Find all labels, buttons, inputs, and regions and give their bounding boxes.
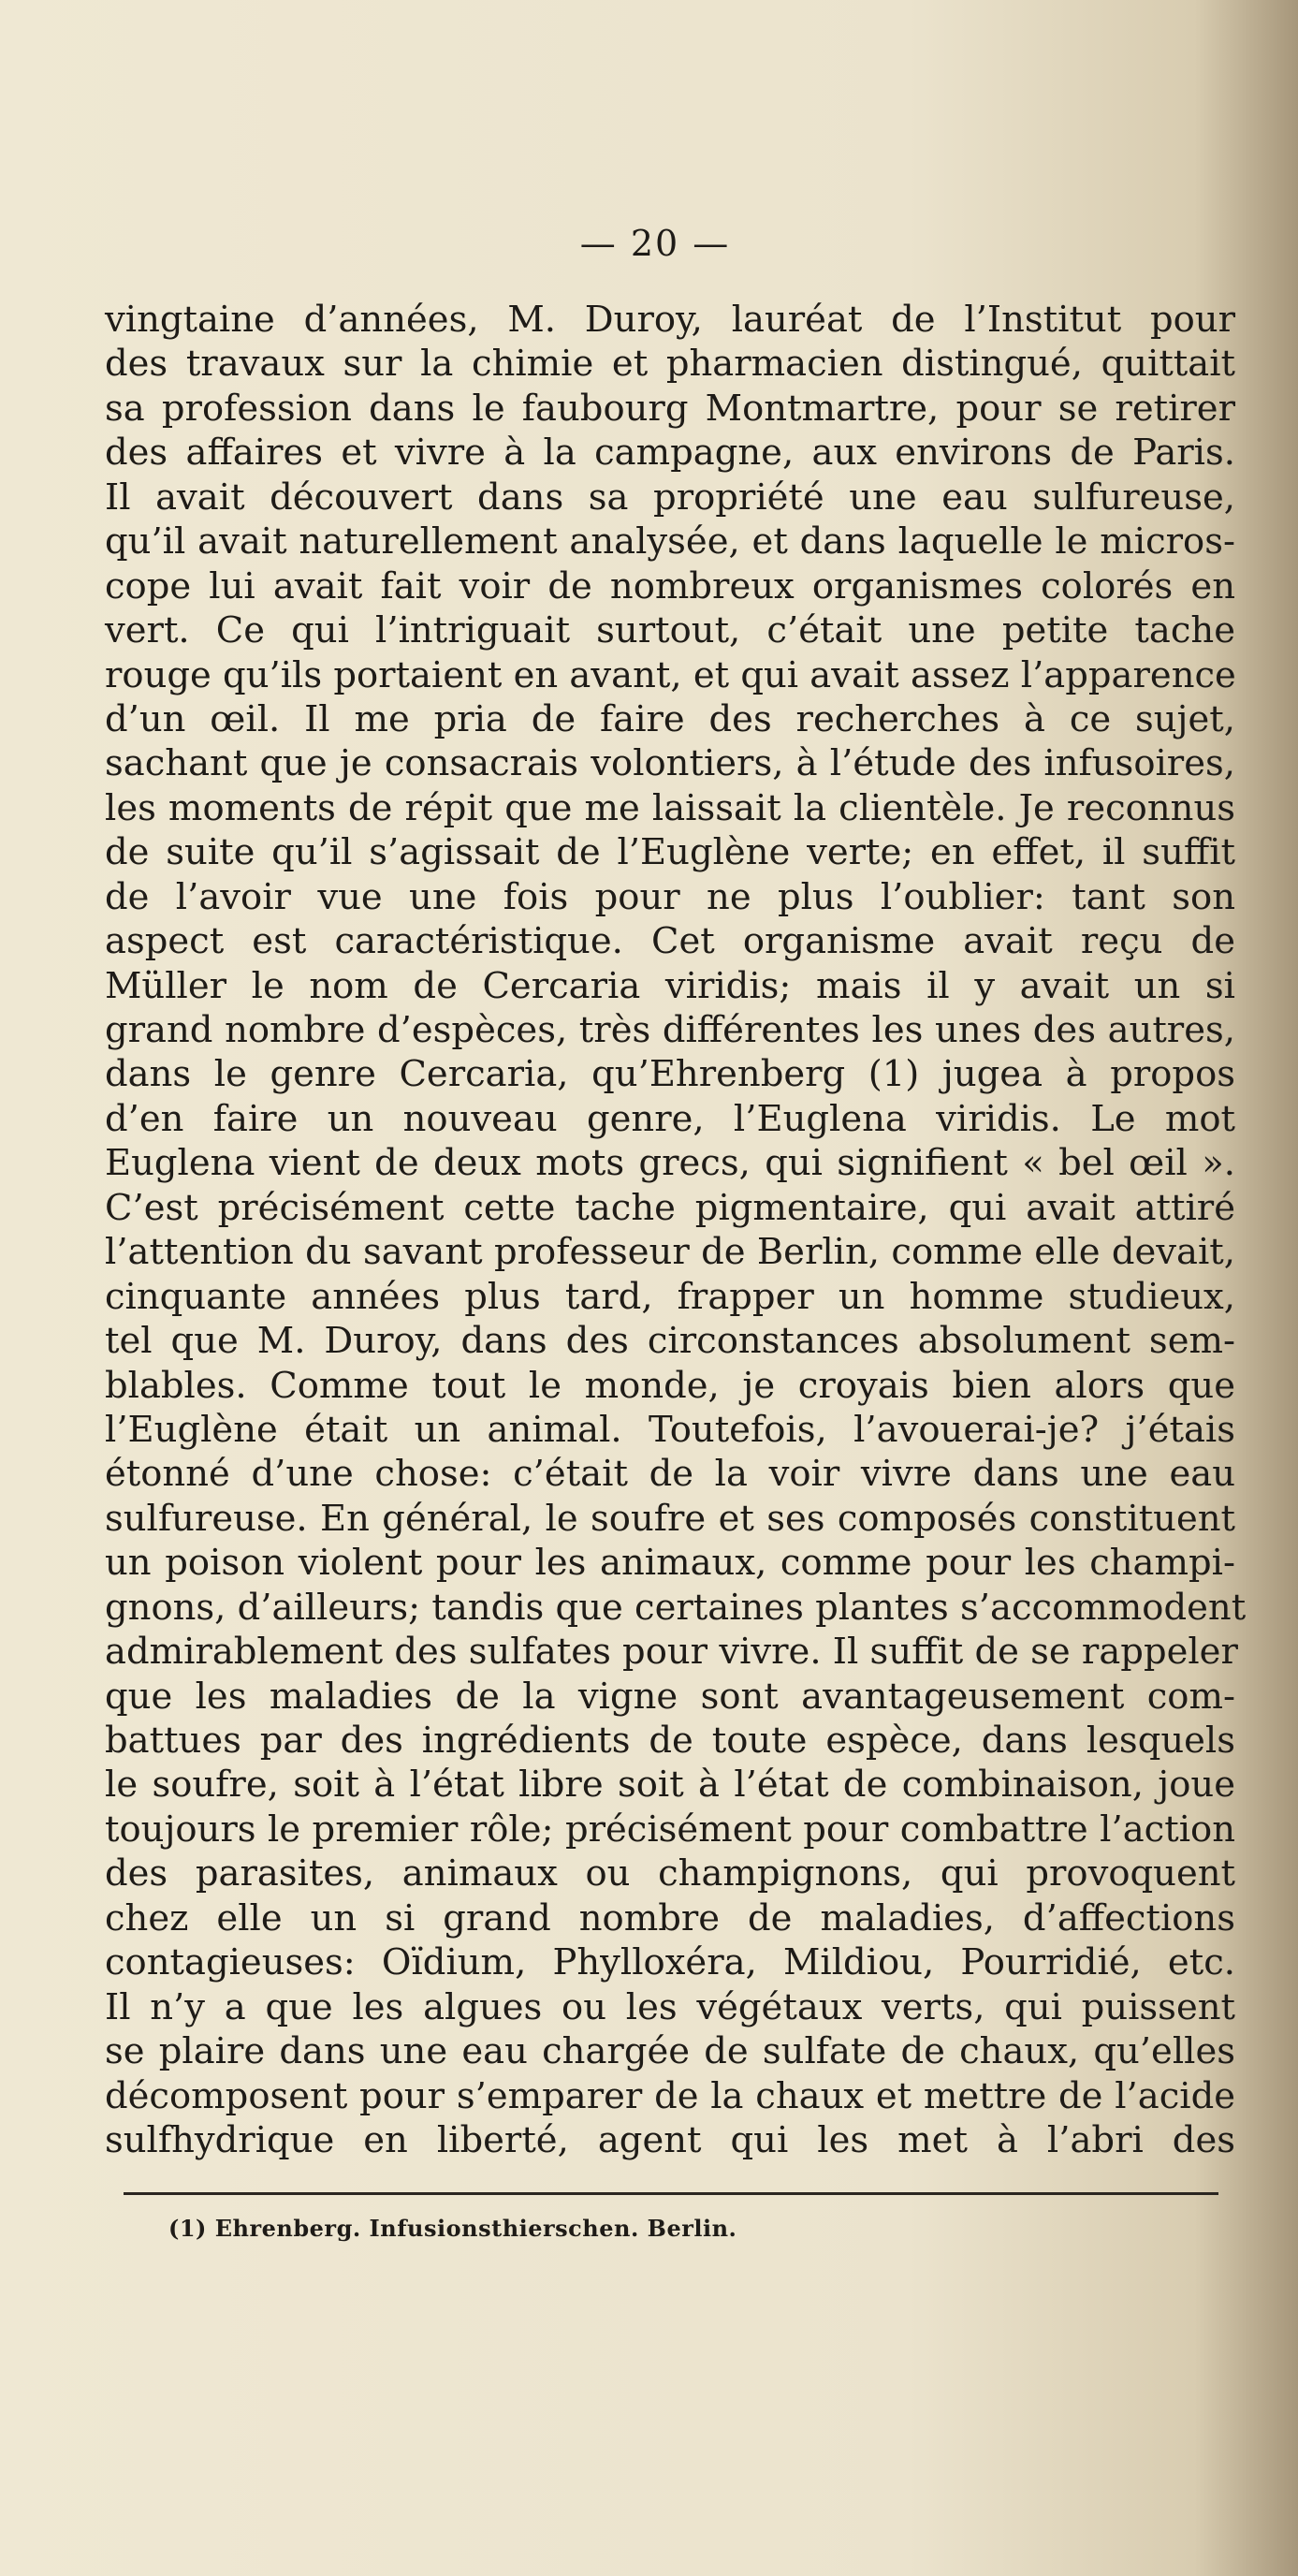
body-text — [105, 298, 1247, 2162]
text-line: Euglena vient de deux mots grecs, qui signifient « bel œil ». — [105, 1142, 1235, 1185]
text-line: de l’avoir vue une fois pour ne plus l’oublier: tant son — [105, 875, 1235, 918]
text-line: Il n’y a que les algues ou les végétaux verts, qui puissent — [105, 1985, 1235, 2028]
text-line: aspect est caractéristique. Cet organisme avait reçu de — [105, 920, 1235, 963]
text-line: Il avait découvert dans sa propriété une eau sulfureuse, — [105, 476, 1235, 519]
text-line: cinquante années plus tard, frapper un homme studieux, — [105, 1275, 1235, 1318]
text-line: le soufre, soit à l’état libre soit à l’état de combinaison, joue — [105, 1764, 1235, 1807]
text-line: les moments de répit que me laissait la clientèle. Je reconnus — [105, 786, 1235, 829]
text-line: qu’il avait naturellement analysée, et dans laquelle le micros- — [105, 520, 1235, 564]
text-line: vert. Ce qui l’intriguait surtout, c’était une petite tache — [105, 609, 1235, 652]
text-line: cope lui avait fait voir de nombreux organismes colorés en — [105, 564, 1235, 607]
text-line: vingtaine d’années, M. Duroy, lauréat de l’Institut pour — [105, 299, 1235, 341]
text-line: l’Euglène était un animal. Toutefois, l’avouerai-je? j’étais — [105, 1408, 1235, 1451]
text-line: sulfureuse. En général, le soufre et ses composés constituent — [105, 1497, 1235, 1540]
text-line: Müller le nom de Cercaria viridis; mais il y avait un si — [105, 964, 1235, 1007]
text-line: contagieuses: Oïdium, Phylloxéra, Mildiou, Pourridié, etc. — [105, 1941, 1235, 1984]
footnote-divider — [124, 2192, 1218, 2195]
text-line: C’est précisément cette tache pigmentaire, qui avait attiré — [105, 1186, 1235, 1229]
text-line: se plaire dans une eau chargée de sulfate de chaux, qu’elles — [105, 2030, 1235, 2073]
text-line: des affaires et vivre à la campagne, aux environs de Paris. — [105, 432, 1235, 475]
text-line: des parasites, animaux ou champignons, qui provoquent — [105, 1852, 1235, 1895]
text-line: dans le genre Cercaria, qu’Ehrenberg (1) jugea à propos — [105, 1053, 1235, 1096]
text-line: d’un œil. Il me pria de faire des recherches à ce sujet, — [105, 697, 1235, 740]
text-line: l’attention du savant professeur de Berlin, comme elle devait, — [105, 1231, 1235, 1274]
text-line: sa profession dans le faubourg Montmartre, pour se retirer — [105, 387, 1235, 430]
text-line: des travaux sur la chimie et pharmacien distingué, quittait — [105, 343, 1235, 386]
text-line: blables. Comme tout le monde, je croyais bien alors que — [105, 1364, 1235, 1407]
text-line: grand nombre d’espèces, très différentes les unes des autres, — [105, 1009, 1235, 1051]
text-line: d’en faire un nouveau genre, l’Euglena viridis. Le mot — [105, 1097, 1235, 1140]
footnote: (1) Ehrenberg. Infusionsthierschen. Berlin. — [168, 2215, 737, 2242]
text-line: battues par des ingrédients de toute espèce, dans lesquels — [105, 1720, 1235, 1762]
text-line: admirablement des sulfates pour vivre. Il suffit de se rappeler — [105, 1631, 1238, 1674]
text-line: sulfhydrique en liberté, agent qui les met à l’abri des — [105, 2118, 1235, 2161]
text-line: rouge qu’ils portaient en avant, et qui avait assez l’apparence — [105, 653, 1236, 696]
text-line: toujours le premier rôle; précisément pour combattre l’action — [105, 1808, 1235, 1851]
text-line: décomposent pour s’emparer de la chaux et mettre de l’acide — [105, 2074, 1235, 2117]
text-line: de suite qu’il s’agissait de l’Euglène verte; en effet, il suffit — [105, 831, 1235, 874]
text-line: chez elle un si grand nombre de maladies, d’affections — [105, 1896, 1235, 1939]
text-line: gnons, d’ailleurs; tandis que certaines plantes s’accommodent — [105, 1586, 1247, 1629]
text-line: tel que M. Duroy, dans des circonstances absolument sem- — [105, 1320, 1235, 1363]
text-line: sachant que je consacrais volontiers, à l’étude des infusoires, — [105, 742, 1235, 785]
text-line: étonné d’une chose: c’était de la voir vivre dans une eau — [105, 1453, 1235, 1496]
text-line: que les maladies de la vigne sont avantageusement com- — [105, 1675, 1235, 1718]
page-number: — 20 — — [579, 223, 731, 264]
text-line: un poison violent pour les animaux, comme pour les champi- — [105, 1542, 1235, 1585]
